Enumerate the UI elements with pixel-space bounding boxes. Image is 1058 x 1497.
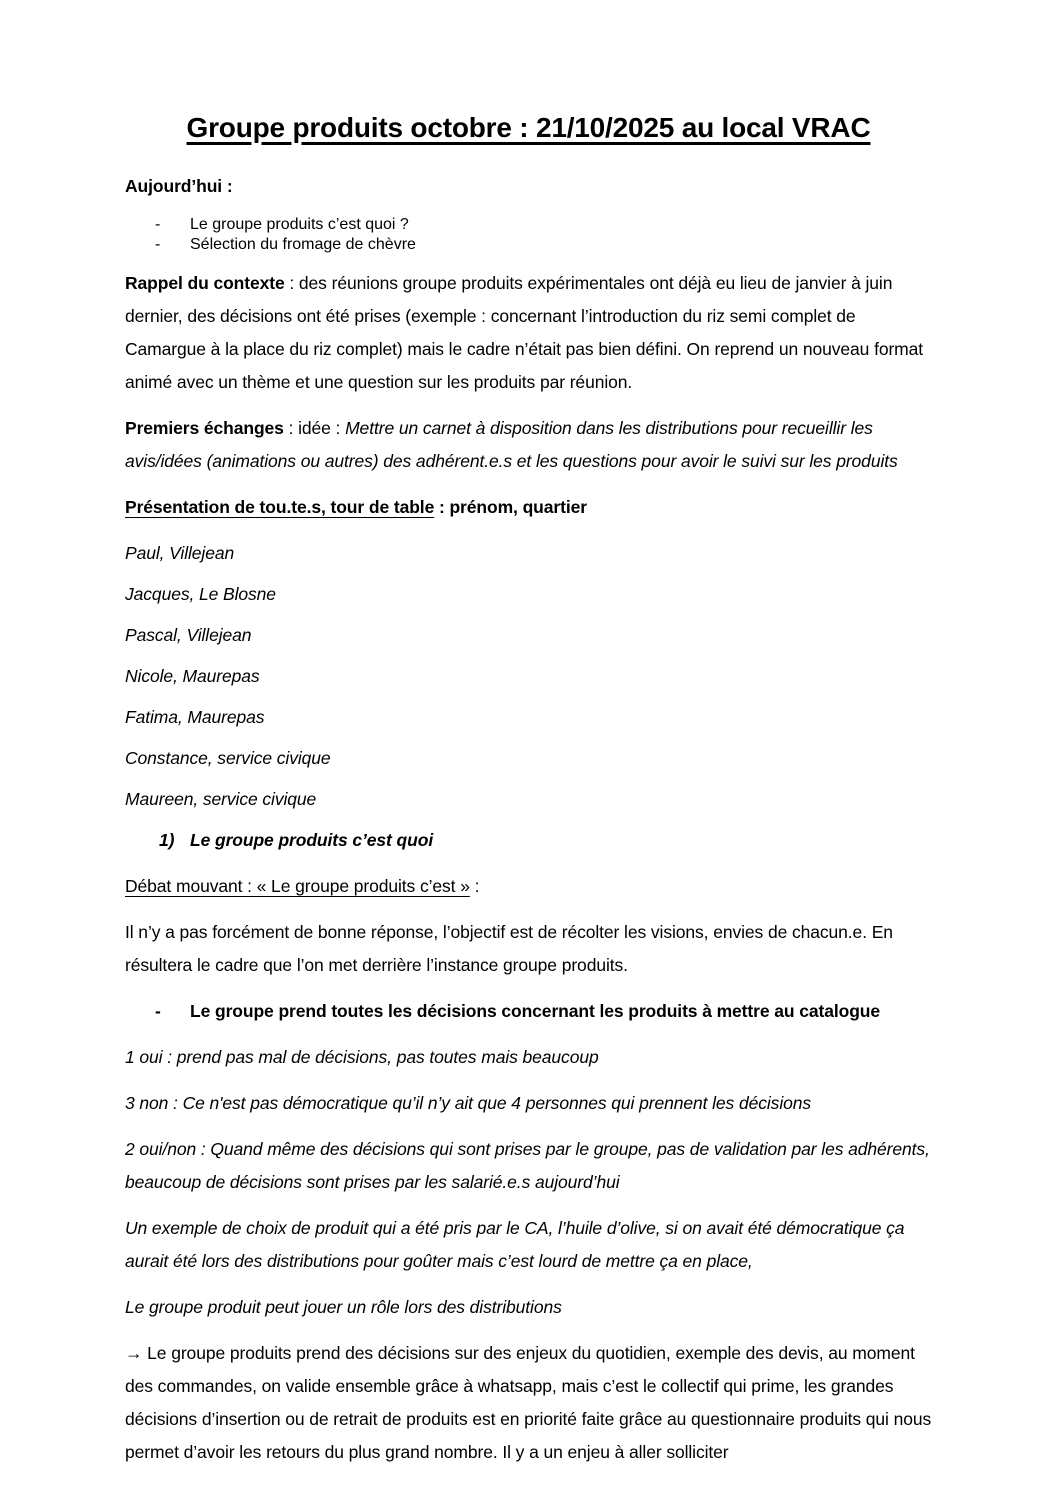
vote-result: 3 non : Ce n'est pas démocratique qu’il n’y ait que 4 personnes qui prennent les décisions [125,1093,812,1113]
role-note: Le groupe produit peut jouer un rôle lors des distributions [125,1297,562,1317]
agenda-item-text: Le groupe produits c’est quoi ? [190,216,409,233]
section1-title: Le groupe produits c’est quoi [190,830,434,850]
vote-result: 2 oui/non : Quand même des décisions qui sont prises par le groupe, pas de validation par les adhérents, beaucoup de décisions sont prises par les salarié.e.s aujourd’hui [125,1139,930,1192]
vote-result: 1 oui : prend pas mal de décisions, pas toutes mais beaucoup [125,1047,599,1067]
document-title: Groupe produits octobre : 21/10/2025 au local VRAC [186,112,871,143]
first-exchanges-mid: : idée : [283,418,346,438]
conclusion-paragraph [125,1337,932,1469]
presentation-underlined: Présentation de tou.te.s, tour de table [125,497,435,517]
section1-heading [125,824,932,857]
presentation-heading [125,491,932,524]
participant: Maureen, service civique [125,789,317,809]
agenda-item [125,236,932,254]
participants-list [125,537,932,816]
first-exchanges-label: Premiers échanges [125,418,284,438]
arrow-icon: → [125,1343,143,1363]
participant: Pascal, Villejean [125,625,252,645]
bullet-dash: - [155,216,161,233]
first-exchanges-idea: Mettre un carnet à disposition dans les distributions pour recueillir les avis/idées (animations ou autres) des adhérent.e.s et les questions pour avoir le suivi sur les produits [125,418,898,471]
conclusion-text: Le groupe produits prend des décisions sur des enjeux du quotidien, exemple des devis, au moment des commandes, on valide ensemble grâce à whatsapp, mais c’est le collectif qui prime, les grandes décisions d’insertion ou de retrait de produits est en priorité faite grâce au questionnaire produits qui nous permet d’avoir les retours du plus grand nombre. Il y a un enjeu à aller solliciter [125,1343,932,1462]
example-paragraph: Un exemple de choix de produit qui a été pris par le CA, l’huile d’olive, si on avait été démocratique ça aurait été lors des distributions pour goûter mais c’est lourd de mettre ça en place, [125,1218,905,1271]
participant: Jacques, Le Blosne [125,584,276,604]
context-text: : des réunions groupe produits expérimentales ont déjà eu lieu de janvier à juin dernier, des décisions ont été prises (exemple : concernant l’introduction du riz semi complet de Camargue à la place du riz complet) mais le cadre n’était pas bien défini. On reprend un nouveau format animé avec un thème et une question sur les produits par réunion. [125,273,924,392]
bullet-dash: - [155,1001,161,1021]
agenda-item [125,216,932,234]
statement-text: Le groupe prend toutes les décisions concernant les produits à mettre au catalogue [190,1001,881,1021]
context-paragraph [125,267,932,399]
agenda-item-text: Sélection du fromage de chèvre [190,236,416,253]
participant: Constance, service civique [125,748,331,768]
first-exchanges-paragraph [125,412,932,478]
bullet-dash: - [155,236,161,253]
participant: Paul, Villejean [125,543,235,563]
statement-bullet [125,995,932,1028]
debate-underlined: Débat mouvant : « Le groupe produits c’est » [125,876,470,896]
presentation-rest: : prénom, quartier [434,497,587,517]
participant: Fatima, Maurepas [125,707,265,727]
context-label: Rappel du contexte [125,273,285,293]
debate-rest: : [469,876,480,896]
participant: Nicole, Maurepas [125,666,260,686]
agenda-list [125,216,932,254]
debate-heading [125,870,932,903]
today-heading: Aujourd’hui : [125,176,233,196]
section1-number: 1) [159,830,175,850]
debate-intro: Il n’y a pas forcément de bonne réponse, l’objectif est de récolter les visions, envies de chacun.e. En résultera le cadre que l’on met derrière l’instance groupe produits. [125,922,893,975]
